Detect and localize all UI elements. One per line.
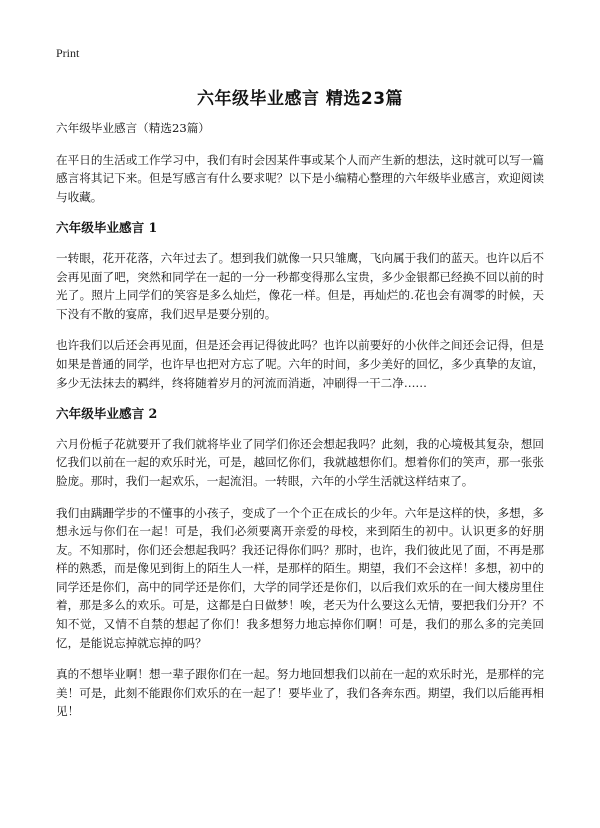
article-subtitle: 六年级毕业感言（精选23篇） <box>56 121 210 135</box>
article-body <box>56 119 544 734</box>
intro-paragraph: 在平日的生活或工作学习中，我们有时会因某件事或某个人而产生新的想法，这时就可以写一篇感言将其记下来。但是写感言有什么要求呢？以下是小编精心整理的六年级毕业感言，欢迎阅读与收藏。 <box>56 152 544 204</box>
section-heading-2: 六年级毕业感言 2 <box>56 406 158 422</box>
section-1-paragraph-1: 一转眼，花开花落，六年过去了。想到我们就像一只只雏鹰，飞向属于我们的蓝天。也许以后不会再见面了吧，突然和同学在一起的一分一秒都变得那么宝贵，多少金银都已经换不回以前的时光了。照片上同学们的笑容是多么灿烂，像花一样。但是，再灿烂的.花也会有凋零的时候，天下没有不散的宴席，我们迟早是要分别的。 <box>56 250 544 321</box>
section-2-paragraph-2: 我们由蹒跚学步的不懂事的小孩子，变成了一个个正在成长的少年。六年是这样的快，多想，多想永远与你们在一起！可是，我们必须要离开亲爱的母校，来到陌生的初中。认识更多的好朋友。不知那时，你们还会想起我吗？我还记得你们吗？那时，也许，我们彼此见了面，不再是那样的熟悉，而是像见到街上的陌生人一样，是那样的陌生。期望，我们不会这样！多想，初中的同学还是你们，高中的同学还是你们，大学的同学还是你们，以后我们欢乐的在一间大楼房里住着，那是多么的欢乐。可是，这都是白日做梦！唉，老天为什么要这么无情，要把我们分开？不知不觉，又情不自禁的想起了你们！我多想努力地忘掉你们啊！可是，我们的那么多的完美回忆，是能说忘掉就忘掉的吗？ <box>56 505 544 650</box>
section-2-paragraph-1: 六月份栀子花就要开了我们就将毕业了同学们你还会想起我吗？此刻，我的心境极其复杂，想回忆我们以前在一起的欢乐时光，可是，越回忆你们，我就越想你们。想着你们的笑声，那一张张脸庞。那时，我们一起欢乐，一起流泪。一转眼，六年的小学生活就这样结束了。 <box>56 436 544 488</box>
print-link[interactable]: Print <box>56 46 80 60</box>
section-heading-1: 六年级毕业感言 1 <box>56 220 158 236</box>
section-2-paragraph-3: 真的不想毕业啊！想一辈子跟你们在一起。努力地回想我们以前在一起的欢乐时光，是那样的完美！可是，此刻不能跟你们欢乐的在一起了！要毕业了，我们各奔东西。期望，我们以后能再相见！ <box>56 667 544 719</box>
page-title: 六年级毕业感言 精选23篇 <box>196 89 404 109</box>
section-1-paragraph-2: 也许我们以后还会再见面，但是还会再记得彼此吗？也许以前要好的小伙伴之间还会记得，但是如果是普通的同学，也许早也把对方忘了呢。六年的时间，多少美好的回忆，多少真挚的友谊，多少无法抹去的羁绊，终将随着岁月的河流而消逝，冲刷得一干二净…… <box>56 338 544 390</box>
